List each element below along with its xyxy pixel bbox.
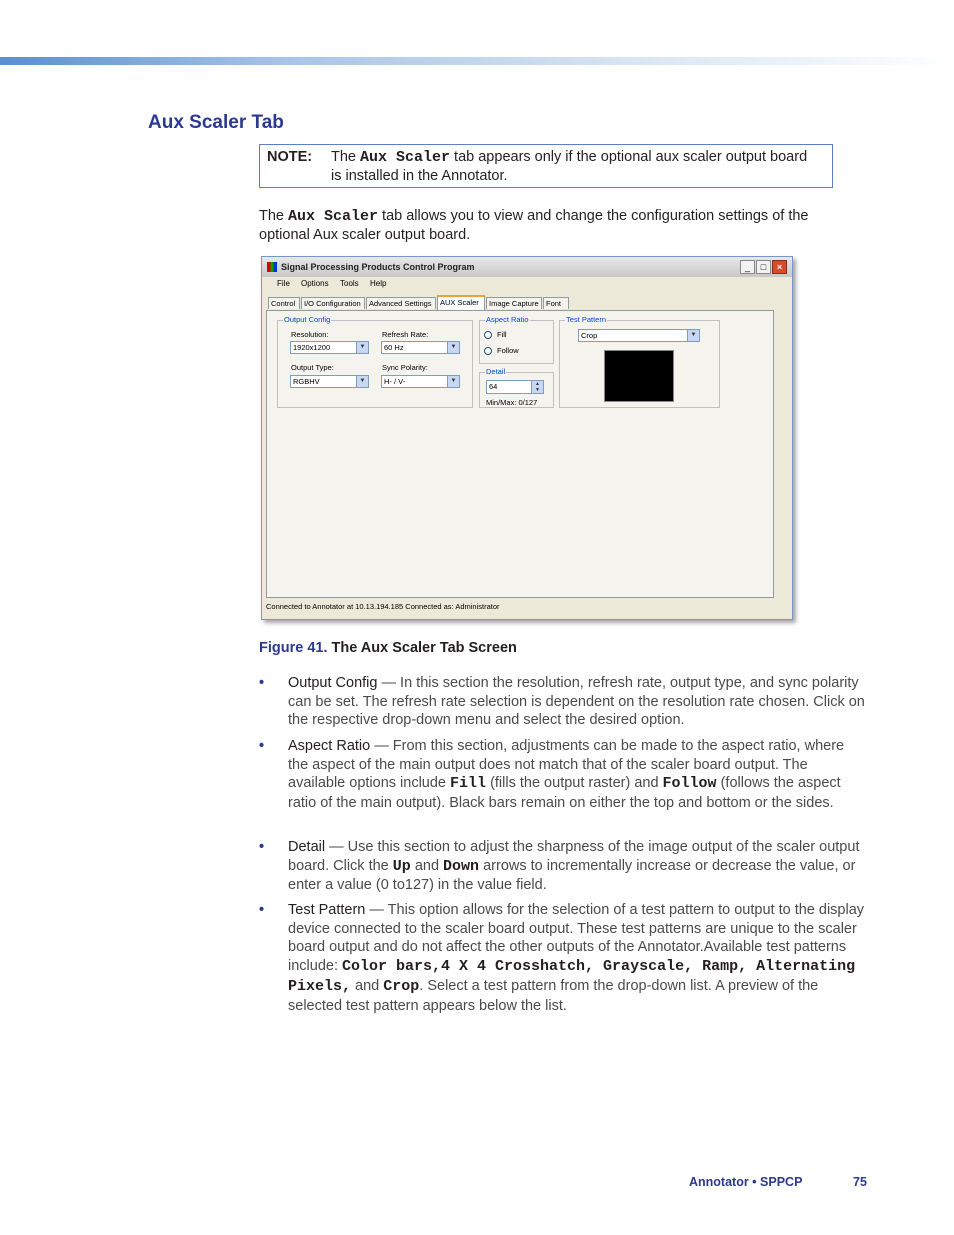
- figure-caption-text: The Aux Scaler Tab Screen: [327, 640, 517, 656]
- bullet-text: arrows to incrementally increase or decrease the value, or enter a value (0 to127) in the value field.: [288, 857, 856, 894]
- intro-post: tab allows you to view and change the configuration settings of the optional Aux scaler output board.: [259, 208, 809, 243]
- bullet-code: Crop: [383, 977, 420, 995]
- refresh-rate-value: 60 Hz: [384, 343, 404, 352]
- tab-image-capture[interactable]: Image Capture: [486, 297, 542, 309]
- bullet-icon: •: [259, 738, 265, 754]
- chevron-down-icon: ▼: [356, 342, 368, 353]
- resolution-value: 1920x1200: [293, 343, 331, 352]
- follow-radio[interactable]: [484, 347, 492, 355]
- page-number: 75: [853, 1175, 867, 1189]
- chevron-down-icon: ▼: [447, 376, 459, 387]
- note-text: [331, 148, 821, 186]
- output-type-select[interactable]: [290, 375, 369, 388]
- tab-io-configuration[interactable]: I/O Configuration: [301, 297, 365, 309]
- intro-paragraph: [259, 207, 859, 245]
- note-text-post: tab appears only if the optional aux scaler output board is installed in the Annotator.: [331, 149, 808, 184]
- window-title: Signal Processing Products Control Program: [281, 262, 475, 272]
- bullet-text: — Use this section to adjust the sharpness of the image output of the scaler output board. Click the: [288, 839, 860, 874]
- aspect-ratio-label: Aspect Ratio: [486, 315, 529, 324]
- bullet-code: Follow: [662, 775, 717, 793]
- bullet-term: Output Config: [288, 675, 378, 691]
- menu-options[interactable]: Options: [301, 279, 329, 288]
- note-box: [259, 144, 833, 188]
- bullet-text: (follows the aspect ratio of the main output). Black bars remain on either the top and bottom or the sides.: [288, 775, 841, 812]
- menu-tools[interactable]: Tools: [340, 279, 359, 288]
- detail-value: 64: [489, 382, 498, 391]
- bullet-code: Color bars,4 X 4 Crosshatch, Grayscale, Ramp, Alternating Pixels,: [288, 958, 856, 995]
- bullet-code: Up: [392, 857, 411, 875]
- test-pattern-preview: [604, 350, 674, 402]
- bullet-icon: •: [259, 902, 265, 918]
- chevron-down-icon: ▼: [356, 376, 368, 387]
- status-bar: Connected to Annotator at 10.13.194.185 Connected as: Administrator: [266, 602, 500, 611]
- bullet-text: . Select a test pattern from the drop-down list. A preview of the selected test pattern appears below the list.: [288, 977, 819, 1014]
- intro-code: Aux Scaler: [288, 208, 379, 225]
- detail-minmax: Min/Max: 0/127: [486, 398, 538, 407]
- app-window-screenshot: [261, 256, 793, 620]
- aspect-ratio-group: [479, 315, 554, 364]
- header-gradient-bar: [0, 57, 954, 65]
- bullet-code: Down: [443, 857, 480, 875]
- intro-pre: The: [259, 208, 289, 224]
- tab-control[interactable]: Control: [268, 297, 300, 309]
- sync-polarity-value: H- / V-: [384, 377, 406, 386]
- tab-aux-scaler[interactable]: AUX Scaler: [437, 295, 485, 310]
- app-icon: [267, 262, 277, 272]
- bullet-text: — This option allows for the selection of a test pattern to output to the display device connected to the scaler board output. These test patterns are unique to the scaler board output and do not affect the other outputs of the Annotator.Available test patterns include:: [288, 902, 865, 975]
- menu-file[interactable]: File: [277, 279, 290, 288]
- bullet-text: — From this section, adjustments can be made to the aspect ratio, where the aspect of the main output does not match that of the scaler board output. The available options include: [288, 738, 845, 792]
- bullet-text: and: [410, 857, 444, 874]
- bullet-text: and: [351, 977, 384, 994]
- bullet-term: Detail: [288, 839, 326, 855]
- window-titlebar: [262, 257, 792, 277]
- minimize-icon[interactable]: _: [740, 260, 755, 274]
- footer-product: Annotator • SPPCP: [689, 1175, 803, 1189]
- bullet-icon: •: [259, 839, 265, 855]
- follow-radio-label: Follow: [497, 346, 519, 355]
- fill-radio-label: Fill: [497, 330, 507, 339]
- chevron-down-icon: ▼: [687, 330, 699, 341]
- figure-number: Figure 41.: [259, 640, 328, 656]
- maximize-icon[interactable]: □: [756, 260, 771, 274]
- output-type-label: Output Type:: [291, 363, 334, 372]
- detail-group: [479, 367, 554, 408]
- bullet-text: (fills the output raster) and: [486, 775, 663, 792]
- refresh-rate-label: Refresh Rate:: [382, 330, 429, 339]
- bullet-code: Fill: [450, 775, 487, 793]
- test-pattern-select[interactable]: [578, 329, 700, 342]
- figure-caption: [259, 640, 517, 656]
- note-label: NOTE:: [267, 149, 313, 165]
- close-icon[interactable]: ×: [772, 260, 787, 274]
- menu-help[interactable]: Help: [370, 279, 387, 288]
- tab-advanced-settings[interactable]: Advanced Settings: [366, 297, 436, 309]
- bullet-icon: •: [259, 675, 265, 691]
- detail-label: Detail: [486, 367, 506, 376]
- note-text-pre: The: [331, 149, 361, 165]
- tab-font[interactable]: Font: [543, 297, 569, 309]
- up-down-arrows-icon[interactable]: ▲ ▼: [531, 381, 543, 393]
- output-type-value: RGBHV: [293, 377, 320, 386]
- sync-polarity-label: Sync Polarity:: [382, 363, 428, 372]
- test-pattern-group: [559, 315, 720, 408]
- bullet-text: — In this section the resolution, refresh rate, output type, and sync polarity can be set. The refresh rate selection is dependent on the resolution rate chosen. Click on the respective drop-down menu and select the desired option.: [288, 675, 865, 729]
- detail-spinner[interactable]: [486, 380, 544, 394]
- output-config-label: Output Config: [284, 315, 331, 324]
- sync-polarity-select[interactable]: [381, 375, 460, 388]
- bullet-term: Aspect Ratio: [288, 738, 371, 754]
- test-pattern-label: Test Pattern: [566, 315, 607, 324]
- tab-panel: [266, 310, 774, 598]
- resolution-select[interactable]: [290, 341, 369, 354]
- chevron-down-icon: ▼: [447, 342, 459, 353]
- refresh-rate-select[interactable]: [381, 341, 460, 354]
- bullet-term: Test Pattern: [288, 902, 366, 918]
- test-pattern-value: Crop: [581, 331, 598, 340]
- output-config-group: [277, 315, 473, 408]
- resolution-label: Resolution:: [291, 330, 329, 339]
- note-code: Aux Scaler: [360, 149, 451, 166]
- fill-radio[interactable]: [484, 331, 492, 339]
- section-title: Aux Scaler Tab: [148, 112, 284, 133]
